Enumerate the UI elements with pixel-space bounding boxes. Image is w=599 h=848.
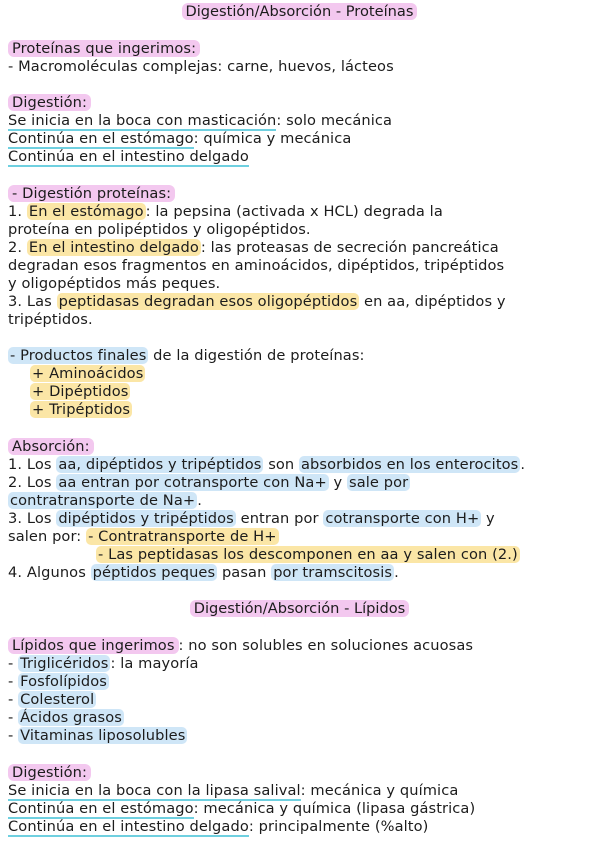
- lipid-type-1: - Triglicéridos : la mayoría: [8, 655, 199, 672]
- absorption-heading: Absorción:: [8, 438, 94, 456]
- proteins-title: Digestión/Absorción - Proteínas: [0, 3, 599, 21]
- proteins-digestion-line-2: Continúa en el estómago: química y mecánica: [8, 130, 352, 147]
- protein-digestion-step-1: 1. En el estómago : la pepsina (activada x HCL) degrada la: [8, 203, 443, 220]
- protein-digestion-step-2: 2. En el intestino delgado : las proteasas de secreción pancreática: [8, 239, 499, 256]
- final-product-3: + Tripéptidos: [32, 401, 131, 418]
- lipids-digestion-heading: Digestión:: [8, 764, 91, 782]
- absorption-step-2-cont: contratransporte de Na+ .: [10, 492, 202, 509]
- final-product-1: + Aminoácidos: [32, 365, 144, 382]
- protein-digestion-heading: - Digestión proteínas:: [8, 185, 175, 203]
- lipid-type-2: - Fosfolípidos: [8, 673, 108, 690]
- proteins-ingested-heading: Proteínas que ingerimos:: [8, 40, 200, 58]
- proteins-digestion-heading: Digestión:: [8, 94, 91, 112]
- lipids-ingested-heading: Lípidos que ingerimos : no son solubles en soluciones acuosas: [8, 637, 473, 655]
- lipid-type-3: - Colesterol: [8, 691, 95, 708]
- lipids-title: Digestión/Absorción - Lípidos: [0, 600, 599, 618]
- final-products-heading: - Productos finales de la digestión de proteínas:: [10, 347, 365, 364]
- proteins-digestion-line-1: Se inicia en la boca con masticación: solo mecánica: [8, 112, 393, 129]
- lipid-type-4: - Ácidos grasos: [8, 709, 122, 726]
- proteins-ingested-text: - Macromoléculas complejas: carne, huevos, lácteos: [8, 58, 394, 75]
- absorption-step-2: 2. Los aa entran por cotransporte con Na+ y sale por: [8, 474, 409, 491]
- protein-digestion-step-2-cont: degradan esos fragmentos en aminoácidos, dipéptidos, tripéptidos: [8, 257, 505, 274]
- absorption-step-3: 3. Los dipéptidos y tripéptidos entran por cotransporte con H+ y: [8, 510, 495, 527]
- absorption-step-3-cont: salen por: - Contratransporte de H+: [8, 528, 277, 545]
- final-product-2: + Dipéptidos: [32, 383, 129, 400]
- absorption-step-4: 4. Algunos péptidos peques pasan por tramscitosis .: [8, 564, 399, 581]
- lipids-digestion-line-1: Se inicia en la boca con la lipasa salival: mecánica y química: [8, 782, 459, 799]
- absorption-step-1: 1. Los aa, dipéptidos y tripéptidos son absorbidos en los enterocitos .: [8, 456, 526, 473]
- lipids-digestion-line-2: Continúa en el estómago: mecánica y química (lipasa gástrica): [8, 800, 476, 817]
- protein-digestion-step-1-cont: proteína en polipéptidos y oligopéptidos.: [8, 221, 311, 238]
- protein-digestion-step-3: 3. Las peptidasas degradan esos oligopéptidos en aa, dipéptidos y: [8, 293, 506, 310]
- protein-digestion-step-3-cont: tripéptidos.: [8, 311, 93, 328]
- lipids-digestion-line-3: Continúa en el intestino delgado: principalmente (%alto): [8, 818, 429, 835]
- protein-digestion-step-2-cont2: y oligopéptidos más peques.: [8, 275, 221, 292]
- proteins-digestion-line-3: Continúa en el intestino delgado: [8, 148, 249, 165]
- lipid-type-5: - Vitaminas liposolubles: [8, 727, 186, 744]
- absorption-step-3-cont2: - Las peptidasas los descomponen en aa y salen con (2.): [98, 546, 518, 563]
